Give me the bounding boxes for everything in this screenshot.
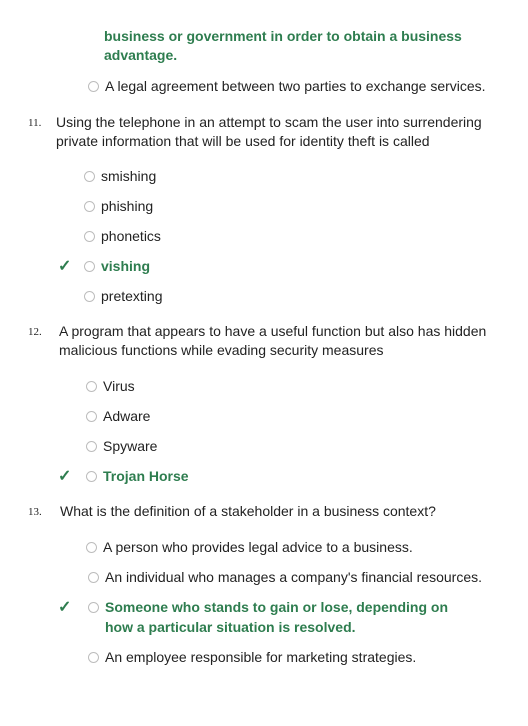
q13-option-2[interactable] xyxy=(88,567,482,587)
option-label: phonetics xyxy=(101,228,161,244)
option-label: A person who provides legal advice to a business. xyxy=(103,539,413,555)
radio-button[interactable] xyxy=(86,542,97,553)
option-label: An employee responsible for marketing strategies. xyxy=(105,649,417,665)
q10-correct-answer-text: business or government in order to obtain a business advantage. xyxy=(104,28,462,63)
radio-button[interactable] xyxy=(86,411,97,422)
q11-option-4[interactable] xyxy=(84,256,150,276)
radio-button[interactable] xyxy=(86,471,97,482)
option-label: Someone who stands to gain or lose, depending on how a particular situation is resolved. xyxy=(105,599,449,635)
option-label: Spyware xyxy=(103,438,158,454)
question-text: Using the telephone in an attempt to scam the user into surrendering private information that will be used for identity theft is called xyxy=(56,114,482,149)
checkmark-icon: ✓ xyxy=(58,258,72,275)
question-number: 13. xyxy=(28,506,42,518)
radio-button[interactable] xyxy=(88,602,99,613)
q12-option-2[interactable] xyxy=(86,406,150,426)
q13-option-1[interactable] xyxy=(86,537,413,557)
option-label: pretexting xyxy=(101,288,163,304)
radio-button[interactable] xyxy=(88,652,99,663)
q12-option-4[interactable] xyxy=(86,466,189,486)
radio-button[interactable] xyxy=(84,291,95,302)
option-label: Adware xyxy=(103,408,151,424)
radio-button[interactable] xyxy=(84,231,95,242)
radio-button[interactable] xyxy=(86,381,97,392)
option-label: phishing xyxy=(101,198,154,214)
option-label: An individual who manages a company's financial resources. xyxy=(105,569,482,585)
q11-option-5[interactable] xyxy=(84,286,162,306)
option-label: vishing xyxy=(101,258,151,274)
q11-option-2[interactable] xyxy=(84,196,153,216)
q11-option-1[interactable] xyxy=(84,166,156,186)
option-label: A legal agreement between two parties to exchange services. xyxy=(105,78,486,94)
question-text: What is the definition of a stakeholder in a business context? xyxy=(60,503,436,519)
radio-button[interactable] xyxy=(86,441,97,452)
radio-button[interactable] xyxy=(88,572,99,583)
checkmark-icon: ✓ xyxy=(58,468,72,485)
radio-button[interactable] xyxy=(84,261,95,272)
radio-button[interactable] xyxy=(88,81,99,92)
q13-option-3[interactable] xyxy=(88,597,478,637)
q11-option-3[interactable] xyxy=(84,226,161,246)
q12-option-1[interactable] xyxy=(86,376,135,396)
q13-option-4[interactable] xyxy=(88,647,416,667)
radio-button[interactable] xyxy=(84,201,95,212)
option-label: Virus xyxy=(103,378,135,394)
checkmark-icon: ✓ xyxy=(58,599,72,616)
question-number: 12. xyxy=(28,326,42,338)
radio-button[interactable] xyxy=(84,171,95,182)
question-text: A program that appears to have a useful function but also has hidden malicious functions while evading security measures xyxy=(59,323,487,358)
option-label: Trojan Horse xyxy=(103,468,189,484)
question-number: 11. xyxy=(28,117,42,129)
q12-option-3[interactable] xyxy=(86,436,157,456)
q10-option-4[interactable] xyxy=(88,76,486,96)
option-label: smishing xyxy=(101,168,157,184)
